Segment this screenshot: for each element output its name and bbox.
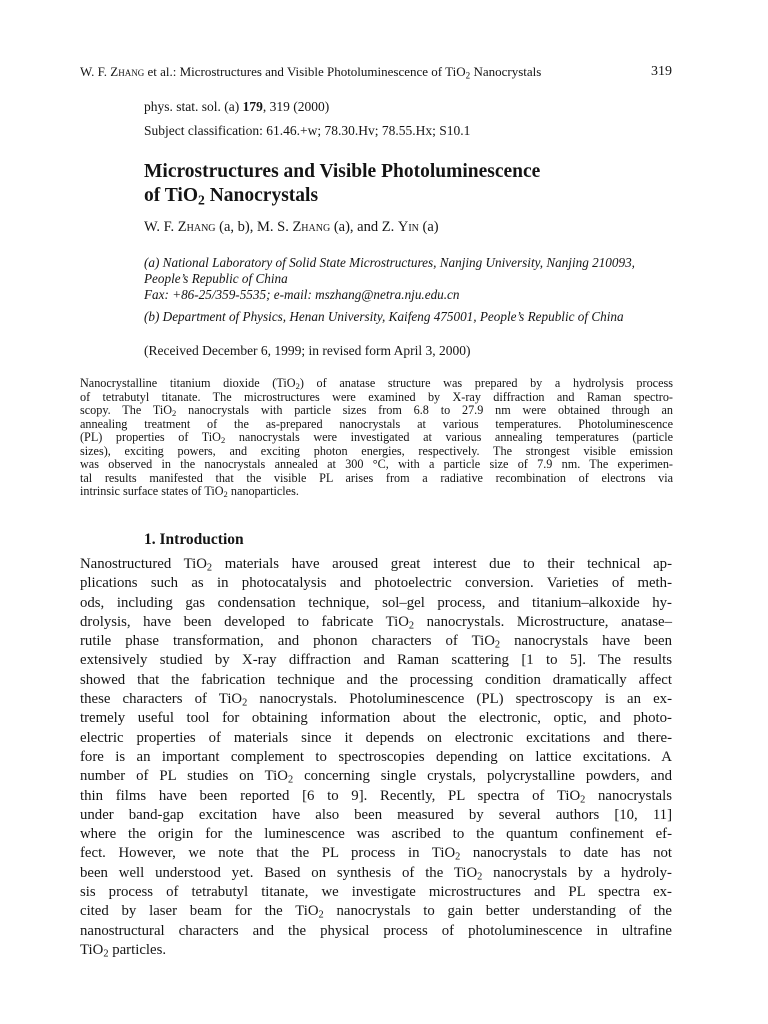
introduction-body: Nanostructured TiO$_2$ materials have aroused great interest due to their technical ap- plications such as in photocatalysis and photoelectric conversion. Varieties of meth- ods, including gas condensation technique, sol–gel process, and titanium–alkoxide hy- drolysis, have been developed to fabricate TiO$_2$ nanocrystals. Microstructure, anatase– rutile phase transformation, and phonon characters of TiO$_2$ nanocrystals have been extensively studied by X-ray diffraction and Raman scattering [1 to 5]. The results showed that the fabrication technique and the processing condition dramatically affect these characters of TiO$_2$ nanocrystals. Photoluminescence (PL) spectroscopy is an ex- tremely useful tool for obtaining information about the electronic, optic, and photo- electric properties of materials since it depends on electronic excitations and there- fore is an important complement to spectroscopies depending on lattice excitations. A number of PL studies on TiO$_2$ concerning single crystals, polycrystalline powders, and thin films have been reported [6 to 9]. Recently, PL spectra of TiO$_2$ nanocrystals under band-gap excitation have also been measured by several authors [10, 11] where the origin for the luminescence was ascribed to the quantum confinement ef- fect. However, we note that the PL process in TiO$_2$ nanocrystals to date has not been well understood yet. Based on synthesis of the TiO$_2$ nanocrystals by a hydroly- sis process of tetrabutyl titanate, we investigate microstructures and PL spectra ex- cited by laser beam for the TiO$_2$ nanocrystals to gain better understanding of the nanostructural characters and the physical process of photoluminescence in ultrafine TiO$_2$ particles.	[80, 556, 673, 960]
affiliation-a: (a) National Laboratory of Solid State Microstructures, Nanjing University, Nanjing 210093, People’s Republic of China Fax: +86-25/359-5535; e-mail: mszhang@netra.nju.edu.cn	[144, 255, 635, 302]
abstract: Nanocrystalline titanium dioxide (TiO$_2$) of anatase structure was prepared by a hydrolysis process of tetrabutyl titanate. The microstructures were examined by X-ray diffraction and Raman spectro- scopy. The TiO$_2$ nanocrystals with particle sizes from 6.8 to 27.9 nm were obtained through an annealing treatment of the as-prepared nanocrystals at various temperatures. Photoluminescence (PL) properties of TiO$_2$ nanocrystals were investigated at various annealing temperatures (particle sizes), exciting powers, and exciting photon energies, respectively. The strongest visible emission was observed in the nanocrystals annealed at 300 °C, with a particle size of 7.9 nm. The experimen- tal results manifested that the visible PL arises from a radiative recombination of electrons via intrinsic surface states of TiO$_2$ nanoparticles.	[80, 376, 674, 500]
page-number: 319	[651, 64, 672, 79]
received-dates: (Received December 6, 1999; in revised form April 3, 2000)	[144, 343, 471, 358]
running-title: W. F. Zhang et al.: Microstructures and Visible Photoluminescence of TiO$_2$ Nanocrystals	[80, 64, 542, 81]
journal-reference: phys. stat. sol. (a) 179, 319 (2000)	[144, 99, 330, 114]
subject-classification: Subject classification: 61.46.+w; 78.30.Hv; 78.55.Hx; S10.1	[144, 123, 471, 138]
author-list: W. F. Zhang (a, b), M. S. Zhang (a), and Z. Yin (a)	[144, 219, 439, 235]
section-heading: 1. Introduction	[144, 531, 244, 548]
article-title: Microstructures and Visible Photoluminescence of TiO$_2$ Nanocrystals	[144, 161, 541, 208]
affiliation-b: (b) Department of Physics, Henan University, Kaifeng 475001, People’s Republic of China	[144, 309, 624, 324]
